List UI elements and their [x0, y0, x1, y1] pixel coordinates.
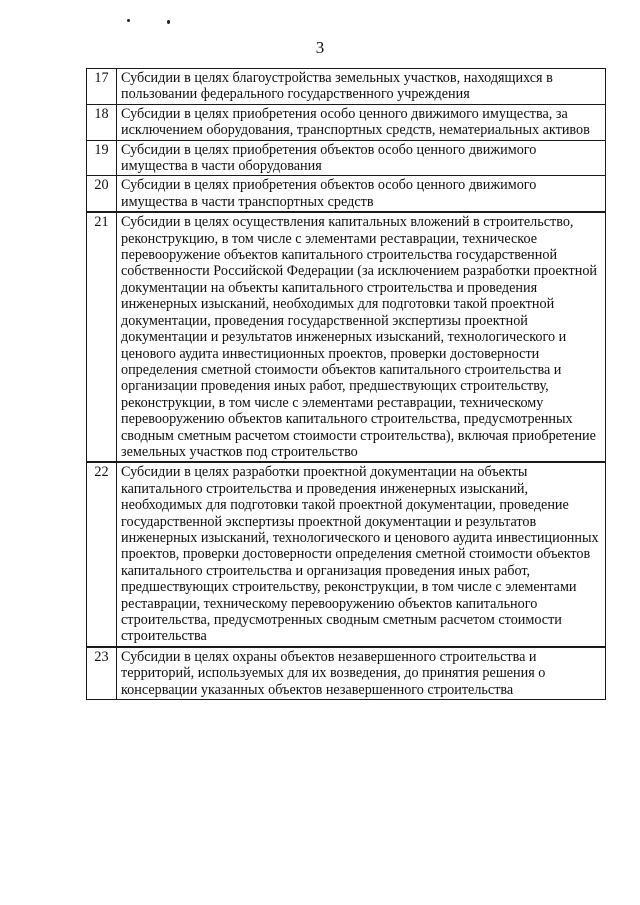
row-text: Субсидии в целях приобретения особо ценного движимого имущества, за исключением оборудования, транспортных средств, нематериальных активов	[121, 105, 590, 139]
table-row	[87, 212, 606, 462]
row-text: Субсидии в целях охраны объектов незавершенного строительства и территорий, используемых для их возведения, до принятия решения о консервации указанных объектов незавершенного строительства	[121, 648, 546, 698]
page-number: 3	[315, 38, 325, 57]
table-row	[87, 140, 606, 176]
row-number: 20	[87, 176, 117, 212]
row-number: 22	[87, 462, 117, 646]
row-text-cell	[117, 647, 606, 700]
row-text-cell	[117, 140, 606, 176]
row-text: Субсидии в целях приобретения объектов особо ценного движимого имущества в части транспортных средств	[121, 177, 537, 210]
row-text-cell	[117, 104, 606, 140]
table-row	[87, 69, 606, 105]
row-number: 23	[87, 647, 117, 700]
scan-speck	[167, 20, 170, 24]
subsidy-table	[86, 68, 606, 700]
row-text: Субсидии в целях разработки проектной документации на объекты капитального строительства и проведения инженерных изысканий, необходимых для подготовки такой проектной документации, проведение государственной экспертизы проектной документации и результатов инженерных изысканий, технологического и ценового аудита инвестиционных проектов, проверки достоверности определения сметной стоимости объектов капитального строительства и организация проведения иных работ, предшествующих строительству, реконструкции, в том числе с элементами реставрации, техническому перевооружению объектов капитального строительства, предусмотренных сводным сметным расчетом стоимости строительства	[121, 464, 599, 645]
scan-speck	[127, 19, 130, 22]
table-row	[87, 176, 606, 212]
row-number: 19	[87, 140, 117, 176]
row-text-cell	[117, 462, 606, 646]
row-text-cell	[117, 176, 606, 212]
row-number: 17	[87, 69, 117, 105]
row-text-cell	[117, 212, 606, 462]
row-text: Субсидии в целях благоустройства земельных участков, находящихся в пользовании федерального государственного учреждения	[121, 70, 553, 103]
row-number: 18	[87, 104, 117, 140]
table-row	[87, 462, 606, 646]
table-row	[87, 104, 606, 140]
row-number: 21	[87, 212, 117, 462]
row-text: Субсидии в целях приобретения объектов особо ценного движимого имущества в части оборудования	[121, 141, 537, 175]
table-row	[87, 647, 606, 700]
row-text-cell	[117, 69, 606, 105]
row-text: Субсидии в целях осуществления капитальных вложений в строительство, реконструкцию, в том числе с элементами реставрации, техническое перевооружение объектов капитального строительства государственной собственности Российской Федерации (за исключением разработки проектной документации на объекты капитального строительства и проведения инженерных изысканий, необходимых для подготовки такой проектной документации, проведения государственной экспертизы проектной документации и результатов инженерных изысканий, технологического и ценового аудита инвестиционных проектов, проверки достоверности определения сметной стоимости объектов капитального строительства и организации проведения иных работ, предшествующих строительству, реконструкции, в том числе с элементами реставрации, техническому перевооружению объектов капитального строительства, предусмотренных сводным сметным расчетом стоимости строительства), включая приобретение земельных участков под строительство	[121, 214, 598, 460]
scan-specks	[124, 16, 184, 26]
